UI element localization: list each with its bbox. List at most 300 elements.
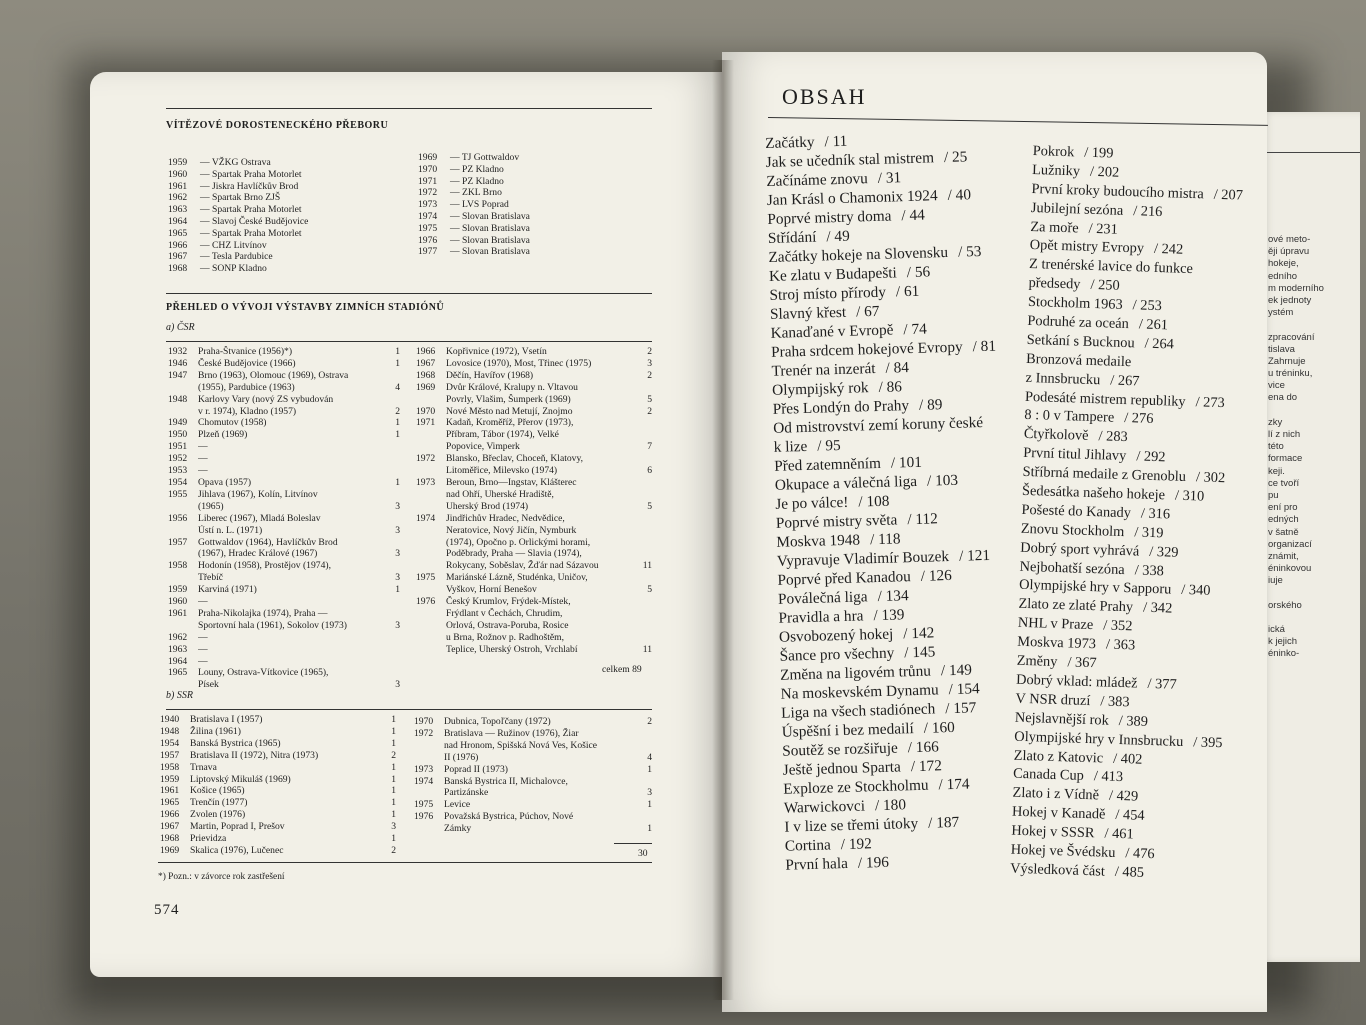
winner-year: 1973 (418, 199, 438, 211)
table-row (416, 596, 652, 608)
toc-entry-title: NHL v Praze (1017, 615, 1094, 634)
row-count: 1 (395, 476, 400, 488)
toc-entry-page: / 67 (855, 302, 880, 321)
row-count (388, 667, 400, 679)
toc-entry-page: / 145 (904, 643, 936, 662)
winner-row (168, 240, 398, 252)
table-row (168, 667, 400, 679)
winner-year: 1971 (418, 175, 438, 187)
row-stadiums: Poděbrady, Praha — Slavia (1974), (446, 548, 582, 560)
row-count (640, 417, 652, 429)
row-year (416, 489, 446, 501)
toc-entry-title: Za moře (1030, 218, 1079, 237)
table-row (168, 644, 400, 656)
row-stadiums: Bratislava — Ružinov (1976), Žiar (444, 727, 579, 739)
row-count: 3 (395, 548, 400, 560)
row-stadiums: Banská Bystrica II, Michalovce, (444, 775, 568, 787)
row-stadiums: Partizánske (444, 787, 489, 799)
table-row (168, 441, 400, 453)
row-count (388, 370, 400, 382)
toc-entry-title: Setkání s Bucknou (1026, 331, 1135, 352)
row-stadiums: Teplice, Uherský Ostroh, Vrchlabí (446, 643, 578, 655)
winners-list-right (418, 152, 648, 258)
far-page-line: pu (1268, 489, 1279, 501)
row-stadiums: Považská Bystrica, Púchov, Nové (444, 811, 574, 823)
toc-entry-page: / 134 (877, 587, 909, 606)
row-stadiums: Trenčín (1977) (190, 797, 248, 809)
toc-entry-title: Čtyřkolově (1023, 426, 1089, 445)
row-count: 1 (391, 773, 396, 785)
toc-entry-title: Začátky (765, 133, 815, 152)
table-row (168, 560, 400, 572)
page-number: 574 (154, 902, 180, 918)
row-year: 1973 (416, 476, 436, 488)
table-row (168, 537, 400, 549)
row-stadiums: Lovosice (1970), Most, Třinec (1975) (446, 357, 592, 369)
row-count (388, 537, 400, 549)
row-year: 1932 (168, 346, 188, 357)
table-row (168, 632, 400, 644)
row-stadiums: — (198, 441, 208, 453)
far-page-line: keji. (1268, 465, 1285, 477)
far-page-line: této (1268, 441, 1284, 453)
winner-year: 1966 (168, 239, 188, 251)
row-count: 1 (391, 725, 396, 737)
row-stadiums: Praha-Štvanice (1956)*) (198, 346, 293, 357)
row-year: 1946 (168, 357, 188, 369)
row-stadiums: Ústí n. L. (1971) (198, 524, 263, 536)
row-count (388, 644, 400, 656)
row-count: 2 (647, 405, 652, 417)
far-page-line: zpracování (1268, 331, 1315, 343)
row-count: 1 (647, 823, 652, 835)
toc-entry-page: / 485 (1114, 863, 1145, 881)
row-count (640, 740, 652, 752)
row-stadiums: Bratislava I (1957) (190, 714, 263, 725)
csr-table-right (416, 346, 652, 656)
toc-entry-title: Moskva 1973 (1017, 633, 1097, 653)
table-row (416, 406, 652, 418)
row-count (388, 596, 400, 608)
far-page-line: edního (1268, 270, 1298, 282)
row-count: 5 (647, 584, 652, 596)
ssr-sum-rule (614, 843, 652, 844)
row-count: 1 (395, 417, 400, 429)
row-year: 1971 (416, 417, 436, 429)
table-row (416, 632, 652, 644)
toc-entry-page: / 25 (943, 148, 968, 167)
table-row (416, 370, 652, 382)
winner-team: — SONP Kladno (200, 263, 267, 275)
row-year (168, 620, 198, 632)
toc-entry-title: Lužniky (1031, 161, 1081, 180)
toc-entry-page: / 103 (926, 471, 959, 490)
winner-year: 1968 (168, 263, 188, 275)
row-year: 1963 (168, 643, 188, 655)
row-count: 3 (647, 357, 652, 369)
toc-entry-page: / 166 (907, 738, 939, 757)
row-count: 1 (391, 737, 396, 749)
row-year: 1972 (416, 453, 436, 465)
table-row (160, 774, 396, 786)
toc-entry-title: Cortina (784, 836, 832, 855)
row-stadiums: (1965) (198, 500, 224, 512)
toc-entry-title: Od mistrovství zemí koruny české (772, 414, 984, 437)
row-stadiums: Karviná (1971) (198, 584, 257, 596)
row-year: 1955 (168, 488, 188, 500)
winner-row (418, 211, 648, 223)
winner-team: — Spartak Praha Motorlet (200, 227, 302, 239)
winner-row (168, 263, 398, 275)
table-row (416, 620, 652, 632)
table-row (416, 608, 652, 620)
toc-entry-page: / 95 (817, 437, 841, 455)
row-stadiums: Děčín, Havířov (1968) (446, 369, 534, 381)
winner-team: — Slovan Bratislava (450, 222, 530, 234)
winner-team: — Slavoj České Budějovice (200, 215, 309, 227)
toc-entry-title: Soutěž se rozšiřuje (782, 739, 898, 760)
row-year: 1948 (160, 725, 180, 737)
toc-entry-page: / 383 (1100, 693, 1130, 711)
winner-team: — Slovan Bratislava (450, 246, 530, 258)
row-year (416, 537, 446, 549)
row-year: 1961 (160, 785, 180, 797)
row-year: 1948 (168, 393, 188, 405)
table-row (414, 799, 652, 811)
toc-entry-title: Výsledková část (1009, 860, 1106, 880)
row-year: 1967 (160, 821, 180, 833)
toc-entry-page: / 112 (907, 510, 939, 529)
row-year: 1975 (414, 799, 434, 811)
far-page-line: tislava (1268, 343, 1295, 355)
toc-entry-page: / 454 (1115, 807, 1145, 825)
far-page-line (1268, 319, 1324, 331)
far-page-line: ěji úpravu (1268, 246, 1310, 258)
winner-year: 1969 (418, 152, 438, 163)
toc-entry-page: / 461 (1104, 825, 1134, 843)
toc-entry-page: / 389 (1118, 712, 1149, 730)
toc-entry-title: Hokej v Kanadě (1011, 803, 1106, 823)
toc-entry-page: / 310 (1174, 487, 1205, 505)
row-year (416, 394, 446, 406)
row-year (416, 632, 446, 644)
row-count: 1 (647, 799, 652, 811)
toc-entry-page: / 363 (1105, 636, 1136, 654)
row-stadiums: II (1976) (444, 751, 479, 763)
toc-entry-page: / 61 (895, 282, 920, 301)
table-row (414, 728, 652, 740)
row-year: 1970 (414, 716, 434, 727)
table-row (160, 845, 396, 857)
winner-team: — PZ Kladno (450, 163, 504, 175)
row-stadiums: Skalica (1976), Lučenec (190, 844, 284, 856)
toc-entry-title: Dobrý vklad: mládež (1015, 671, 1138, 692)
row-year: 1954 (168, 476, 188, 488)
row-count (640, 537, 652, 549)
far-page-line: vice (1268, 380, 1285, 392)
far-page-line: ická (1268, 624, 1285, 635)
winner-row (418, 199, 648, 211)
far-page-rule (1266, 152, 1360, 153)
row-count: 1 (391, 833, 396, 845)
toc-entry-title: Ještě jednou Sparta (782, 758, 902, 779)
table-row (168, 525, 400, 537)
table-row (168, 679, 400, 691)
toc-entry-title: Podruhé za oceán (1027, 312, 1130, 333)
row-count: 5 (647, 393, 652, 405)
table-row (414, 787, 652, 799)
row-stadiums: Banská Bystrica (1965) (190, 737, 281, 749)
winner-team: — Slovan Bratislava (450, 234, 530, 246)
toc-entry-page: / 216 (1132, 202, 1163, 220)
row-stadiums: Bratislava II (1972), Nitra (1973) (190, 749, 319, 761)
row-stadiums: Blansko, Břeclav, Choceň, Klatovy, (446, 453, 584, 465)
toc-entry-title: Canada Cup (1012, 766, 1085, 785)
toc-entry-title: Trenér na inzerát (771, 360, 876, 380)
table-row (416, 429, 652, 441)
table-row (168, 465, 400, 477)
row-stadiums: Třebíč (198, 572, 224, 584)
row-stadiums: — (198, 631, 208, 643)
ssr-total: 30 (638, 848, 648, 859)
row-stadiums: Kadaň, Kroměříž, Přerov (1973), (446, 417, 574, 429)
row-year: 1947 (168, 369, 188, 381)
row-year (416, 644, 446, 656)
row-year: 1959 (168, 584, 188, 596)
toc-entry-page: / 56 (906, 263, 931, 282)
toc-entry-title: Je po válce! (775, 493, 849, 513)
toc-entry-page: / 261 (1138, 316, 1169, 334)
row-year: 1960 (168, 596, 188, 608)
winner-row (418, 176, 648, 188)
toc-entry-page: / 264 (1144, 335, 1175, 353)
row-stadiums: Litoměřice, Milevsko (1974) (446, 465, 558, 477)
row-count (640, 811, 652, 823)
toc-entry-title: Úspěšní i bez medailí (781, 720, 915, 741)
far-page-line: formace (1268, 453, 1303, 465)
table-row (168, 489, 400, 501)
row-year (168, 525, 198, 537)
toc-entry-page: / 276 (1123, 410, 1154, 428)
row-year (168, 548, 198, 560)
row-stadiums: Mariánské Lázně, Studénka, Uničov, (446, 572, 588, 584)
row-year (168, 406, 198, 418)
toc-entry-page: / 283 (1098, 428, 1128, 446)
row-stadiums: Prievidza (190, 833, 227, 845)
row-stadiums: — (198, 596, 208, 608)
toc-entry-page: / 413 (1093, 768, 1124, 786)
toc-entry-page: / 202 (1089, 163, 1120, 181)
winner-row (418, 235, 648, 247)
toc-entry-page: / 302 (1195, 469, 1226, 487)
toc-entry-title: Moskva 1948 (776, 531, 861, 551)
winner-team: — Spartak Praha Motorlet (200, 204, 302, 216)
winner-team: — LVS Poprad (450, 199, 509, 211)
contents-title: OBSAH (782, 84, 867, 109)
bottom-rule (158, 862, 652, 863)
toc-entry-page: / 250 (1090, 277, 1120, 295)
row-stadiums: nad Ohří, Uherské Hradiště, (446, 488, 554, 500)
table-row (416, 560, 652, 572)
far-page-line: hokeje, (1268, 258, 1299, 270)
toc-entry-title: Poprvé mistry světa (775, 511, 898, 532)
toc-entry-page: / 89 (918, 396, 943, 414)
row-stadiums: Hodonín (1958), Prostějov (1974), (198, 560, 331, 572)
row-count: 1 (391, 714, 396, 725)
toc-entry-page: / 199 (1084, 144, 1114, 162)
table-row (416, 477, 652, 489)
table-row (416, 501, 652, 513)
row-stadiums: Český Krumlov, Frýdek-Místek, (446, 596, 571, 608)
row-count (388, 608, 400, 620)
winner-row (168, 204, 398, 216)
toc-entry-title: V NSR druzí (1015, 690, 1091, 709)
toc-entry-page: / 172 (910, 757, 943, 776)
row-stadiums: Liptovský Mikuláš (1969) (190, 773, 291, 785)
table-row (416, 513, 652, 525)
row-stadiums: — (198, 655, 208, 667)
winner-team: — Jiskra Havlíčkův Brod (200, 180, 299, 192)
row-count (640, 596, 652, 608)
row-year: 1957 (168, 536, 188, 548)
far-page-line: ení pro (1268, 502, 1298, 514)
winner-year: 1961 (168, 180, 188, 192)
far-page-line: iuje (1268, 575, 1283, 587)
winner-row (418, 164, 648, 176)
toc-entry-title: Změna na ligovém trůnu (779, 662, 932, 684)
row-count: 2 (391, 844, 396, 856)
table-row (414, 716, 652, 728)
row-count: 2 (647, 346, 652, 357)
row-year (168, 501, 198, 513)
row-count: 7 (647, 441, 652, 453)
row-count (640, 382, 652, 394)
table-row (168, 656, 400, 668)
row-count (640, 477, 652, 489)
row-year: 1961 (168, 607, 188, 619)
table-row (168, 453, 400, 465)
toc-entry-page: / 377 (1147, 675, 1177, 693)
table-row (168, 346, 400, 358)
toc-entry-title: Olympijské hry v Innsbrucku (1014, 728, 1184, 750)
csr-table-left (168, 346, 400, 691)
toc-entry-page: / 338 (1134, 562, 1165, 579)
toc-entry-title: První kroky budoucího mistra (1031, 180, 1204, 203)
row-count (640, 776, 652, 788)
far-page-line: ena do (1268, 392, 1298, 404)
table-row (416, 441, 652, 453)
csr-total: celkem 89 (602, 664, 642, 675)
row-stadiums: České Budějovice (1966) (198, 357, 296, 369)
row-count: 3 (395, 500, 400, 512)
subsection-csr: a) ČSR (166, 322, 195, 333)
winner-year: 1964 (168, 215, 188, 227)
toc-entry-title: Pokrok (1032, 142, 1075, 161)
row-stadiums: Vyškov, Horní Benešov (446, 584, 537, 596)
section-title-winners: VÍTĚZOVÉ DOROSTENECKÉHO PŘEBORU (166, 120, 389, 131)
row-stadiums: Levice (444, 799, 471, 811)
row-year (414, 740, 444, 752)
row-stadiums: Gottwaldov (1964), Havlíčkův Brod (198, 536, 338, 548)
row-stadiums: — (198, 465, 208, 477)
top-rule (166, 108, 652, 109)
toc-entry-page: / 253 (1132, 297, 1163, 315)
toc-entry-page: / 196 (857, 853, 890, 872)
toc-entry-title: Okupace a válečná liga (774, 472, 918, 494)
toc-entry-title: Opět mistry Evropy (1029, 237, 1145, 257)
far-page-line (1268, 587, 1324, 599)
table-row (416, 584, 652, 596)
far-page-line: organizací (1268, 538, 1312, 550)
toc-entry-title: Nejbohatší sezóna (1019, 558, 1125, 578)
toc-entry-title: Zlato z Katovic (1013, 747, 1104, 767)
row-year (416, 548, 446, 560)
row-year (416, 608, 446, 620)
row-year: 1958 (168, 560, 188, 572)
row-stadiums: Košice (1965) (190, 785, 245, 797)
table-row (168, 394, 400, 406)
winner-year: 1976 (418, 234, 438, 246)
toc-entry-page: / 395 (1193, 733, 1223, 751)
row-year: 1968 (416, 369, 436, 381)
toc-entry-page: / 157 (945, 699, 977, 718)
row-year (416, 560, 446, 572)
toc-entry-page: / 49 (826, 227, 850, 246)
toc-entry-title: Před zatemněním (774, 454, 882, 475)
winner-row (418, 246, 648, 258)
row-count: 2 (391, 749, 396, 761)
row-year: 1975 (416, 572, 436, 584)
row-count (640, 513, 652, 525)
toc-entry-title: Stroj místo přírody (769, 283, 887, 304)
table-row (168, 608, 400, 620)
row-year (414, 823, 444, 835)
row-stadiums: Opava (1957) (198, 476, 252, 488)
row-year: 1951 (168, 441, 188, 453)
far-page-line: m moderního (1268, 282, 1324, 294)
row-year: 1976 (416, 596, 436, 608)
toc-entry-page: / 267 (1110, 372, 1140, 390)
table-row (160, 833, 396, 845)
winner-year: 1972 (418, 187, 438, 199)
toc-entry-title: Pošesté do Kanady (1021, 501, 1132, 522)
table-row (416, 489, 652, 501)
toc-entry-title: I v lize se třemi útoky (784, 814, 919, 836)
row-stadiums: Karlovy Vary (nový ZS vybudován (198, 393, 334, 405)
winner-year: 1974 (418, 210, 438, 222)
toc-entry-title: Podesáté mistrem republiky (1024, 388, 1186, 410)
row-count (388, 632, 400, 644)
toc-entry-title: Střídání (767, 228, 817, 247)
winner-row (418, 187, 648, 199)
row-stadiums: Kopřivnice (1972), Vsetín (446, 346, 547, 357)
winner-year: 1970 (418, 163, 438, 175)
row-count (388, 441, 400, 453)
row-stadiums: Příbram, Tábor (1974), Velké (446, 429, 559, 441)
row-count (388, 489, 400, 501)
toc-entry-page: / 402 (1112, 750, 1143, 768)
toc-entry-title: Přes Londýn do Prahy (772, 397, 910, 418)
row-stadiums: Zvolen (1976) (190, 809, 246, 821)
toc-entry-title: předsedy (1028, 275, 1081, 293)
far-page-line: éninko- (1268, 648, 1300, 660)
table-row (160, 809, 396, 821)
row-stadiums: Louny, Ostrava-Vítkovice (1965), (198, 667, 329, 679)
table-row (416, 548, 652, 560)
row-count: 1 (391, 809, 396, 821)
far-page-line: orského (1268, 599, 1302, 611)
table-rule-ssr (166, 709, 652, 710)
